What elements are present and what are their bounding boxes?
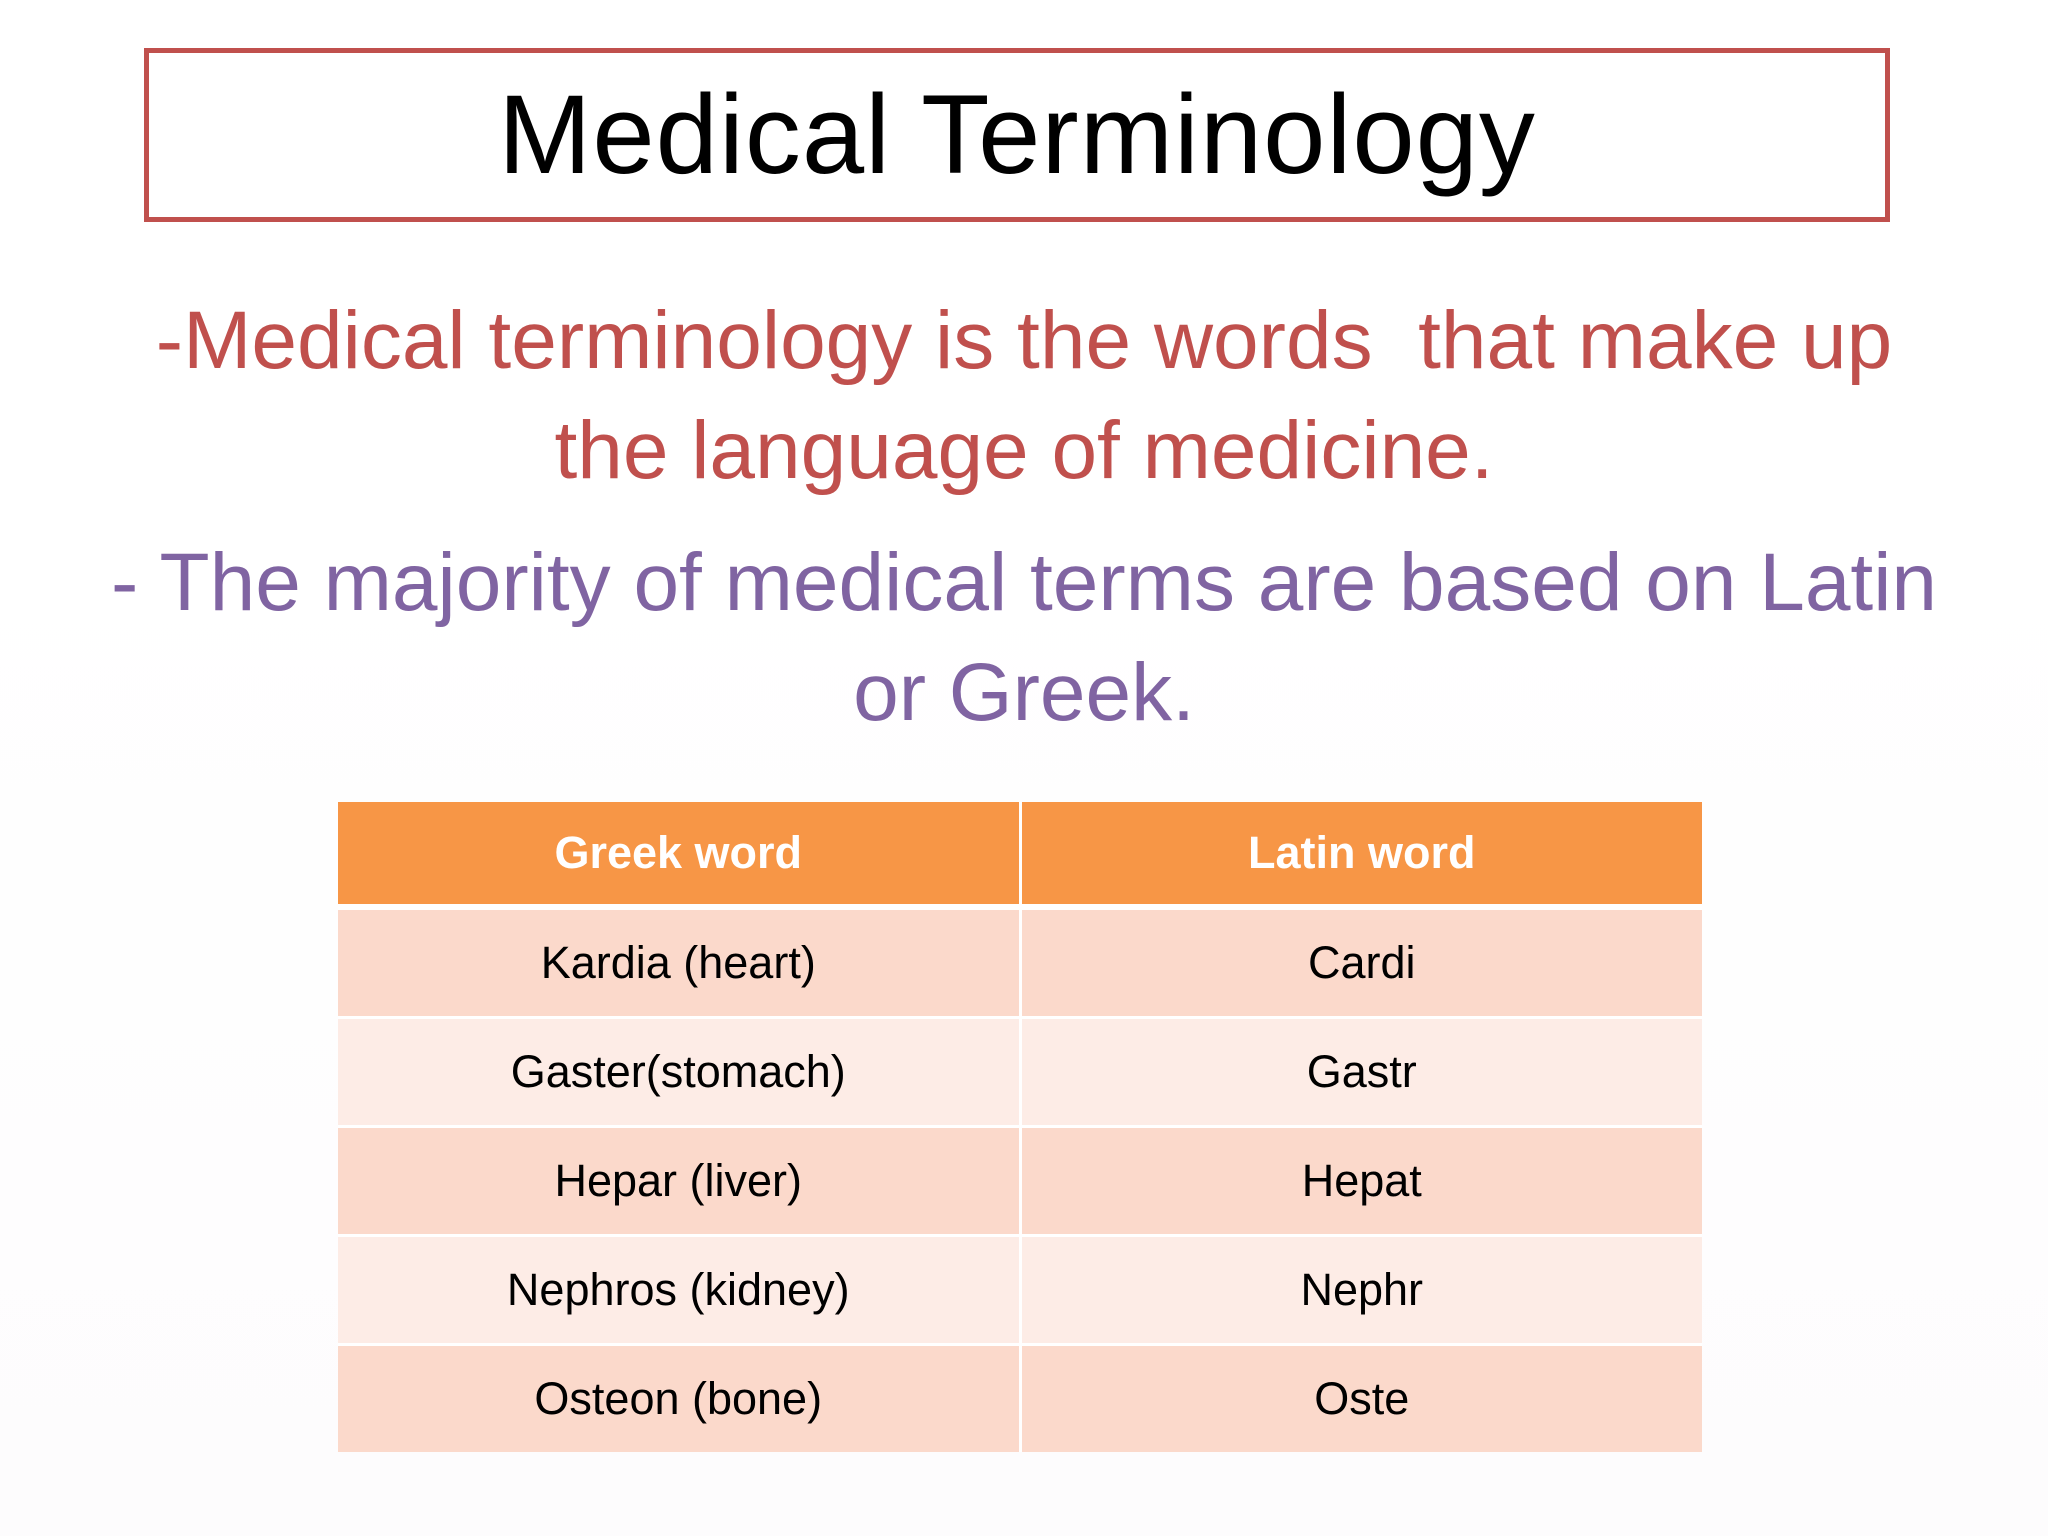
bullet-origin-line-1: - The majority of medical terms are based on Latin	[110, 537, 1938, 628]
slide-title: Medical Terminology	[498, 72, 1536, 197]
greek-word-cell: Kardia (heart)	[338, 907, 1020, 1018]
table-row	[338, 1127, 1702, 1236]
greek-word-cell: Hepar (liver)	[338, 1127, 1020, 1236]
bullet-definition	[80, 286, 1968, 506]
latin-word-cell: Nephr	[1020, 1236, 1702, 1345]
latin-word-cell: Gastr	[1020, 1018, 1702, 1127]
table-row	[338, 1236, 1702, 1345]
bullet-origin	[80, 528, 1968, 748]
greek-word-cell: Osteon (bone)	[338, 1345, 1020, 1453]
bullet-origin-line-2: or Greek.	[853, 647, 1195, 738]
table-row	[338, 1018, 1702, 1127]
bullet-definition-line-1: -Medical terminology is the words that make up	[155, 295, 1893, 386]
title-box	[144, 48, 1890, 222]
table-row	[338, 907, 1702, 1018]
latin-word-cell: Oste	[1020, 1345, 1702, 1453]
header-greek-word: Greek word	[338, 802, 1020, 907]
latin-word-cell: Hepat	[1020, 1127, 1702, 1236]
header-latin-word: Latin word	[1020, 802, 1702, 907]
table-header-row	[338, 802, 1702, 907]
bullet-definition-line-2: the language of medicine.	[554, 405, 1494, 496]
terminology-table	[338, 802, 1702, 1440]
table-row	[338, 1345, 1702, 1453]
greek-word-cell: Nephros (kidney)	[338, 1236, 1020, 1345]
greek-word-cell: Gaster(stomach)	[338, 1018, 1020, 1127]
latin-word-cell: Cardi	[1020, 907, 1702, 1018]
